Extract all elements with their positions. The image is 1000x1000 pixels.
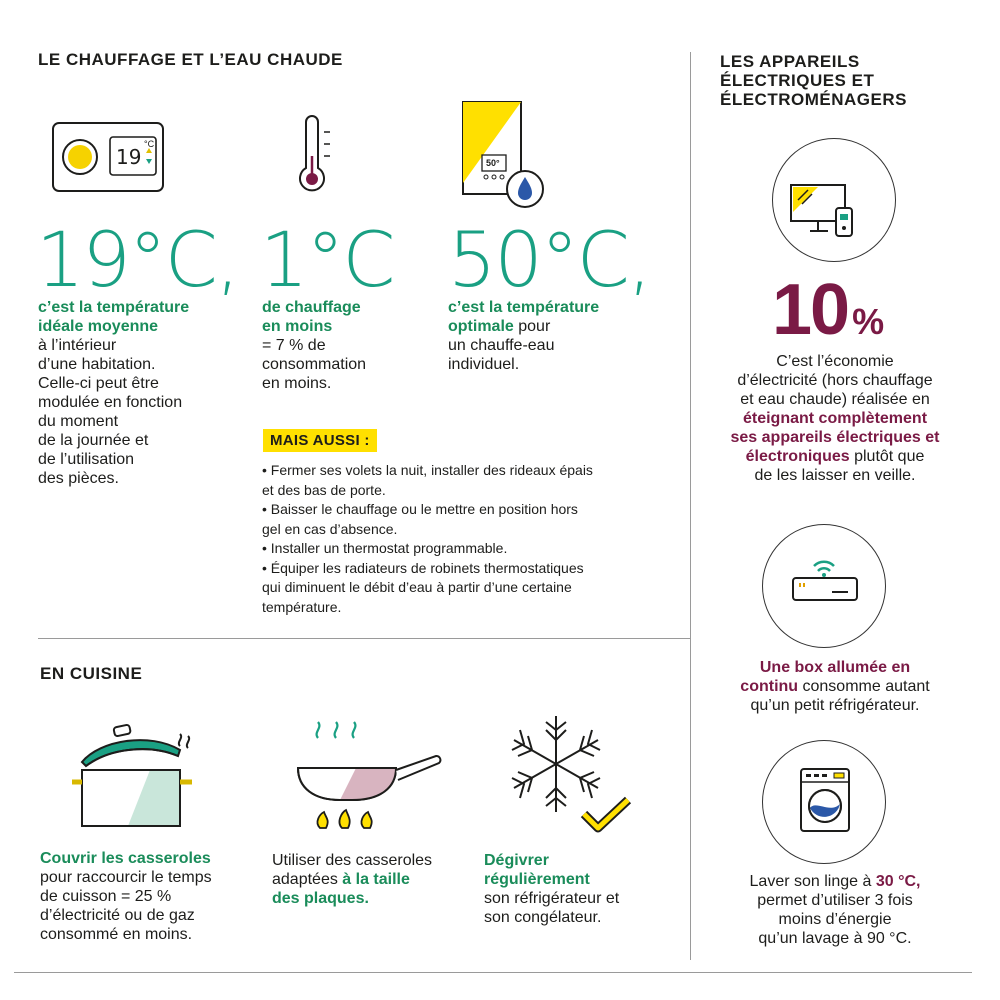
tip-highlight: régulièrement <box>484 871 590 888</box>
stat-1c-highlight: en moins <box>262 318 333 335</box>
also-item: et des bas de porte. <box>262 481 386 498</box>
tv-text-line: plutôt que <box>849 448 925 465</box>
tv-text-line: C’est l’économie <box>776 353 894 370</box>
washing-text <box>706 872 964 948</box>
stat-19c-line: à l’intérieur <box>38 337 117 354</box>
also-item: • Installer un thermostat programmable. <box>262 540 508 556</box>
tip-line: son congélateur. <box>484 909 602 926</box>
tip-line: pour raccourcir le temps <box>40 869 212 886</box>
stat-50c-line: individuel. <box>448 356 520 373</box>
appliances-title-line: LES APPAREILS <box>720 52 860 71</box>
tip-line: consommé en moins. <box>40 926 193 943</box>
tv-text-line: et eau chaude) réalisée en <box>740 391 930 408</box>
tv-remote-icon <box>790 184 860 240</box>
bottom-divider <box>14 972 972 973</box>
savings-unit: % <box>852 301 885 342</box>
stat-50c-value: 50°C, <box>448 215 650 304</box>
thermostat-unit: °C <box>144 139 155 149</box>
tip-highlight: à la taille <box>342 871 410 888</box>
tip-line: son réfrigérateur et <box>484 890 620 907</box>
also-item: • Équiper les radiateurs de robinets thermostatiques <box>262 559 584 576</box>
stat-19c-line: d’une habitation. <box>38 356 156 373</box>
stat-1c-value: 1°C <box>260 215 394 304</box>
water-heater-display: 50° <box>486 158 500 168</box>
stat-19c-text <box>38 298 238 488</box>
also-item: gel en cas d’absence. <box>262 520 398 537</box>
tip-highlight: des plaques. <box>272 890 369 907</box>
frying-pan-icon <box>296 716 446 836</box>
kitchen-tip-pan-size <box>272 851 472 908</box>
thermostat-display: 19 <box>116 145 142 169</box>
washing-text-line: permet d’utiliser 3 fois <box>757 892 913 909</box>
appliances-section-title <box>720 52 907 109</box>
washing-text-line: qu’un lavage à 90 °C. <box>758 930 912 947</box>
kitchen-tip-defrost <box>484 851 684 927</box>
tv-text-line: de les laisser en veille. <box>754 467 916 484</box>
stat-19c-highlight: c’est la température idéale moyenne <box>38 299 190 335</box>
appliances-title-line: ÉLECTRIQUES ET <box>720 71 875 90</box>
tip-line: Utiliser des casseroles <box>272 852 433 869</box>
tip-line: adaptées <box>272 871 343 888</box>
also-item: • Baisser le chauffage ou le mettre en position hors <box>262 501 578 517</box>
stat-19c-line: des pièces. <box>38 470 119 487</box>
stat-50c-line: un chauffe-eau <box>448 337 555 354</box>
router-text-highlight: Une box allumée en <box>759 659 911 676</box>
stat-50c-text-after: pour <box>513 318 551 335</box>
stat-50c-highlight: c’est la température <box>448 299 600 316</box>
stat-1c-line: consommation <box>262 356 367 373</box>
stat-1c-line: = 7 % de <box>262 337 326 354</box>
washing-text-line: Laver son linge à <box>749 873 876 890</box>
vertical-divider <box>690 52 691 960</box>
stat-19c-value: 19°C, <box>36 215 238 304</box>
water-heater-icon <box>462 101 548 209</box>
router-text <box>706 658 964 715</box>
stat-19c-line: modulée en fonction <box>38 394 183 411</box>
tv-text-highlight: éteignant complètement <box>742 410 928 427</box>
cooking-pot-icon <box>70 722 200 832</box>
stat-50c-highlight: optimale <box>448 318 514 335</box>
stat-1c-line: en moins. <box>262 375 332 392</box>
stat-1c-text <box>262 298 422 393</box>
thermostat-icon <box>52 122 164 192</box>
tip-line: de cuisson = 25 % <box>40 888 172 905</box>
stat-50c-text <box>448 298 668 374</box>
savings-stat <box>772 272 884 348</box>
appliances-title-line: ÉLECTROMÉNAGERS <box>720 90 907 109</box>
tv-text-line: d’électricité (hors chauffage <box>737 372 933 389</box>
also-list <box>262 461 682 617</box>
tv-text-highlight: électroniques <box>745 448 850 465</box>
thermometer-icon <box>298 116 338 196</box>
stat-19c-line: de l’utilisation <box>38 451 135 468</box>
snowflake-check-icon <box>506 714 634 838</box>
kitchen-tip-cover-pots <box>40 849 260 944</box>
stat-1c-highlight: de chauffage <box>262 299 361 316</box>
washing-text-line: moins d’énergie <box>778 911 892 928</box>
router-text-line: consomme autant <box>798 678 930 695</box>
kitchen-section-title: EN CUISINE <box>40 664 143 683</box>
tip-highlight: Couvrir les casseroles <box>40 850 211 867</box>
also-item: • Fermer ses volets la nuit, installer des rideaux épais <box>262 462 593 478</box>
washing-machine-icon <box>800 768 850 832</box>
internet-box-icon <box>792 554 858 604</box>
stat-19c-line: du moment <box>38 413 119 430</box>
tip-line: d’électricité ou de gaz <box>40 907 195 924</box>
tip-highlight: Dégivrer <box>484 852 549 869</box>
also-item: température. <box>262 598 342 615</box>
horizontal-divider <box>38 638 690 639</box>
tv-standby-text <box>706 352 964 485</box>
washing-text-highlight: 30 °C, <box>875 873 921 890</box>
heating-section-title: LE CHAUFFAGE ET L’EAU CHAUDE <box>38 50 343 69</box>
also-item: qui diminuent le débit d’eau à partir d’une certaine <box>262 579 572 595</box>
router-text-line: qu’un petit réfrigérateur. <box>750 697 920 714</box>
router-text-highlight: continu <box>740 678 799 695</box>
stat-19c-line: Celle-ci peut être <box>38 375 159 392</box>
savings-number: 10 <box>772 270 849 350</box>
tv-text-highlight: ses appareils électriques et <box>730 429 940 446</box>
also-badge: MAIS AUSSI : <box>263 429 377 452</box>
stat-19c-line: de la journée et <box>38 432 149 449</box>
